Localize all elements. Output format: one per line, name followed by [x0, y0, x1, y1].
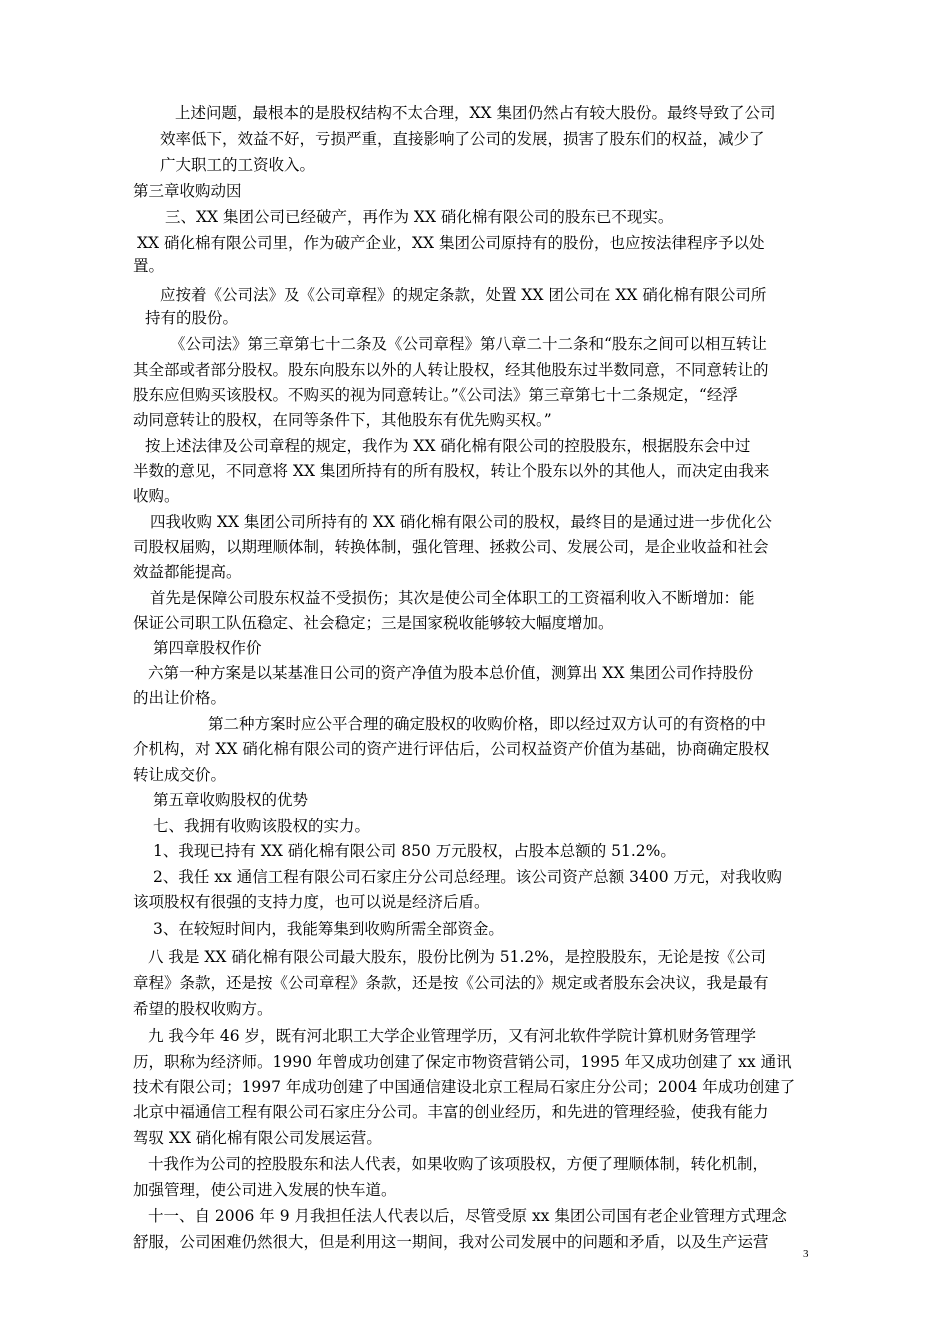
text-line: 的出让价格。 [133, 689, 227, 707]
text-line: 转让成交价。 [133, 766, 227, 784]
text-line: 希望的股权收购方。 [133, 1000, 273, 1018]
text-line: 3、在较短时间内，我能筹集到收购所需全部资金。 [153, 920, 504, 938]
text-line: 北京中福通信工程有限公司石家庄分公司。丰富的创业经历，和先进的管理经验，使我有能力 [133, 1103, 769, 1121]
text-line: 驾驭 XX 硝化棉有限公司发展运营。 [133, 1129, 382, 1147]
text-line: 半数的意见，不同意将 XX 集团所持有的所有股权，转让个股东以外的其他人，而决定由我来 [133, 462, 770, 480]
text-line: 应按着《公司法》及《公司章程》的规定条款，处置 XX 团公司在 XX 硝化棉有限公司所 [160, 286, 767, 304]
text-line: 收购。 [133, 487, 180, 505]
text-line: 技术有限公司；1997 年成功创建了中国通信建设北京工程局石家庄分公司；2004 年成功创建了 [133, 1078, 796, 1096]
text-line: 八 我是 XX 硝化棉有限公司最大股东，股份比例为 51.2%，是控股股东，无论是按《公司 [148, 948, 767, 966]
text-line: 持有的股份。 [145, 309, 239, 327]
text-line: 第二种方案时应公平合理的确定股权的收购价格，即以经过双方认可的有资格的中 [208, 715, 767, 733]
text-line: 上述问题，最根本的是股权结构不太合理，XX 集团仍然占有较大股份。最终导致了公司 [175, 104, 776, 122]
text-line: 动同意转让的股权，在同等条件下，其他股东有优先购买权。” [133, 411, 552, 429]
text-line: 章程》条款，还是按《公司章程》条款，还是按《公司法的》规定或者股东会决议，我是最有 [133, 974, 769, 992]
text-line: 《公司法》第三章第七十二条及《公司章程》第八章二十二条和“股东之间可以相互转让 [170, 335, 767, 353]
text-line: 加强管理，使公司进入发展的快车道。 [133, 1181, 397, 1199]
text-line: 保证公司职工队伍稳定、社会稳定；三是国家税收能够较大幅度增加。 [133, 614, 614, 632]
text-line: 股东应但购买该股权。不购买的视为同意转让。”《公司法》第三章第七十二条规定，“经浮 [133, 386, 738, 404]
text-line: 置。 [133, 257, 165, 275]
text-line: 首先是保障公司股东权益不受损伤；其次是使公司全体职工的工资福利收入不断增加：能 [150, 589, 755, 607]
text-line: 三、XX 集团公司已经破产，再作为 XX 硝化棉有限公司的股东已不现实。 [165, 208, 674, 226]
text-line: 十我作为公司的控股股东和法人代表，如果收购了该项股权，方便了理顺体制，转化机制， [148, 1155, 769, 1173]
text-line: 介机构，对 XX 硝化棉有限公司的资产进行评估后，公司权益资产价值为基础，协商确定股权 [133, 740, 770, 758]
text-line: 司股权届购，以期理顺体制，转换体制，强化管理、拯救公司、发展公司，是企业收益和社会 [133, 538, 769, 556]
text-line: 六第一种方案是以某基准日公司的资产净值为股本总价值，测算出 XX 集团公司作持股份 [148, 664, 754, 682]
text-line: 第四章股权作价 [153, 639, 262, 657]
text-line: 其全部或者部分股权。股东向股东以外的人转让股权，经其他股东过半数同意，不同意转让的 [133, 361, 769, 379]
text-line: 历，职称为经济师。1990 年曾成功创建了保定市物资营销公司，1995 年又成功创建了 xx 通讯 [133, 1053, 792, 1071]
text-line: 2、我任 xx 通信工程有限公司石家庄分公司总经理。该公司资产总额 3400 万元，对我收购 [153, 868, 783, 886]
text-line: XX 硝化棉有限公司里，作为破产企业，XX 集团公司原持有的股份，也应按法律程序予以处 [137, 234, 765, 252]
page-number: 3 [803, 1248, 809, 1260]
text-line: 该项股权有很强的支持力度，也可以说是经济后盾。 [133, 893, 490, 911]
text-line: 四我收购 XX 集团公司所持有的 XX 硝化棉有限公司的股权，最终目的是通过进一步优化公 [150, 513, 772, 531]
text-line: 效率低下，效益不好，亏损严重，直接影响了公司的发展，损害了股东们的权益，减少了 [160, 130, 765, 148]
text-line: 第三章收购动因 [133, 182, 242, 200]
text-line: 十一、自 2006 年 9 月我担任法人代表以后，尽管受原 xx 集团公司国有老企业管理方式理念 [148, 1207, 787, 1225]
text-line: 广大职工的工资收入。 [160, 156, 316, 174]
text-line: 舒服，公司困难仍然很大，但是利用这一期间，我对公司发展中的问题和矛盾，以及生产运营 [133, 1233, 769, 1251]
text-line: 1、我现已持有 XX 硝化棉有限公司 850 万元股权，占股本总额的 51.2%。 [153, 842, 676, 860]
text-line: 按上述法律及公司章程的规定，我作为 XX 硝化棉有限公司的控股股东，根据股东会中过 [145, 437, 751, 455]
text-line: 效益都能提高。 [133, 563, 242, 581]
text-line: 第五章收购股权的优势 [153, 791, 309, 809]
text-line: 九 我今年 46 岁，既有河北职工大学企业管理学历，又有河北软件学院计算机财务管理学 [148, 1027, 757, 1045]
text-line: 七、我拥有收购该股权的实力。 [153, 817, 371, 835]
